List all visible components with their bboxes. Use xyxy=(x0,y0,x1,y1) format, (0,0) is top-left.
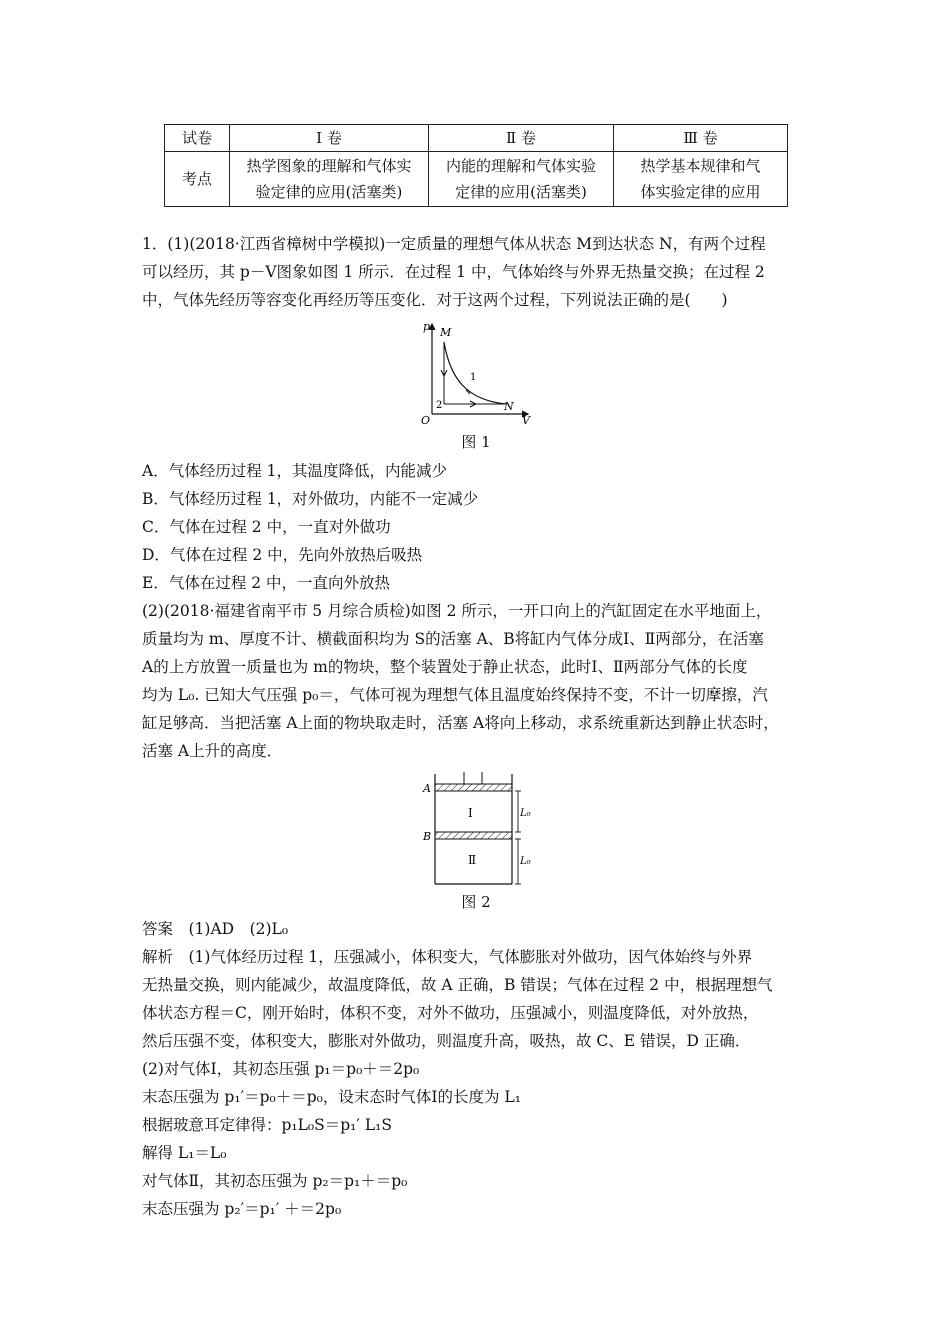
analysis-line: 对气体Ⅱ，其初态压强为 p₂＝p₁＋＝p₀ xyxy=(142,1172,408,1190)
option-e: E．气体在过程 2 中，一直向外放热 xyxy=(142,574,391,592)
state-m-label: M xyxy=(440,326,452,339)
analysis-line: 无热量交换，则内能减少，故温度降低，故 A 正确，B 错误；气体在过程 2 中，根据理想气 xyxy=(142,976,773,994)
table-cell xyxy=(429,152,614,207)
figure-2-caption: 图 2 xyxy=(461,893,491,911)
analysis-line: 根据玻意耳定律得：p₁L₀S＝p₁′ L₁S xyxy=(142,1116,392,1134)
table-row-label: 考点 xyxy=(165,152,230,207)
option-d: D．气体在过程 2 中，先向外放热后吸热 xyxy=(142,546,423,564)
question-text-line: 中，气体先经历等容变化再经历等压变化．对于这两个过程，下列说法正确的是( ) xyxy=(142,291,728,309)
length-label-1: L₀ xyxy=(520,808,531,819)
analysis-line: (2)对气体Ⅰ，其初态压强 p₁＝p₀＋＝2p₀ xyxy=(142,1060,420,1078)
question-text-line: 活塞 A上升的高度． xyxy=(142,742,283,760)
question-text-line: A的上方放置一质量也为 m的物块，整个装置处于静止状态，此时Ⅰ、Ⅱ两部分气体的长度 xyxy=(142,658,748,676)
question-text-line: (2)(2018·福建省南平市 5 月综合质检)如图 2 所示，一开口向上的汽缸固定在水平地面上， xyxy=(142,602,772,620)
topic-table xyxy=(164,124,788,207)
p-axis-label: p xyxy=(423,320,431,333)
table-cell-line: 热学图象的理解和气体实 xyxy=(246,157,412,175)
piston-b xyxy=(435,832,512,839)
analysis-line: 末态压强为 p₂′＝p₁′ ＋＝2p₀ xyxy=(142,1200,342,1218)
process-2-label: 2 xyxy=(436,400,443,411)
question-text-line: 均为 L₀. 已知大气压强 p₀＝，气体可视为理想气体且温度始终保持不变，不计一切摩擦，汽 xyxy=(142,686,768,704)
table-header-cell: 试卷 xyxy=(165,125,230,152)
analysis-line: 体状态方程＝C，刚开始时，体积不变，对外不做功，压强减小，则温度降低，对外放热， xyxy=(142,1004,759,1022)
table-header-cell: Ⅰ 卷 xyxy=(230,125,429,152)
gas-i-label: Ⅰ xyxy=(468,806,473,820)
analysis-line: 末态压强为 p₁′＝p₀＋＝p₀，设末态时气体Ⅰ的长度为 L₁ xyxy=(142,1088,521,1106)
option-a: A．气体经历过程 1，其温度降低，内能减少 xyxy=(142,462,447,480)
figure-2-cylinder-diagram xyxy=(420,772,536,888)
table-cell-line: 体实验定律的应用 xyxy=(640,183,761,201)
option-c: C．气体在过程 2 中，一直对外做功 xyxy=(142,518,391,536)
table-cell-line: 验定律的应用(活塞类) xyxy=(255,183,403,201)
piston-b-label: B xyxy=(423,830,432,843)
state-n-label: N xyxy=(504,400,514,413)
option-b: B．气体经历过程 1，对外做功，内能不一定减少 xyxy=(142,490,479,508)
analysis-line: 解析 (1)气体经历过程 1，压强减小，体积变大，气体膨胀对外做功，因气体始终与外界 xyxy=(142,948,753,966)
answer-line: 答案 (1)AD (2)L₀ xyxy=(142,920,289,938)
piston-a-label: A xyxy=(423,782,431,795)
analysis-line: 解得 L₁＝L₀ xyxy=(142,1144,227,1162)
process-1-label: 1 xyxy=(470,372,477,383)
piston-a xyxy=(435,784,512,791)
question-text-line: 可以经历，其 p－V图象如图 1 所示．在过程 1 中，气体始终与外界无热量交换；在过程 2 xyxy=(142,263,765,281)
question-text-line: 缸足够高．当把活塞 A上面的物块取走时，活塞 A将向上移动，求系统重新达到静止状态时， xyxy=(142,714,779,732)
table-cell xyxy=(230,152,429,207)
figure-1-pv-diagram xyxy=(418,318,538,428)
gas-ii-label: Ⅱ xyxy=(468,853,477,867)
table-cell-line: 内能的理解和气体实验 xyxy=(445,157,596,175)
table-cell-line: 热学基本规律和气 xyxy=(640,157,761,175)
origin-label: O xyxy=(421,414,431,427)
table-cell xyxy=(614,152,788,207)
weight-block xyxy=(464,772,482,784)
figure-1-caption: 图 1 xyxy=(461,433,491,451)
v-axis-label: V xyxy=(522,414,530,427)
length-label-2: L₀ xyxy=(520,856,531,867)
question-text-line: 1．(1)(2018·江西省樟树中学模拟)一定质量的理想气体从状态 M到达状态 N，有两个过程 xyxy=(142,235,766,253)
table-header-cell: Ⅲ 卷 xyxy=(614,125,788,152)
table-header-cell: Ⅱ 卷 xyxy=(429,125,614,152)
table-header-row xyxy=(165,125,788,152)
table-cell-line: 定律的应用(活塞类) xyxy=(455,183,587,201)
question-text-line: 质量均为 m、厚度不计、横截面积均为 S的活塞 A、B将缸内气体分成Ⅰ、Ⅱ两部分，在活塞 xyxy=(142,630,764,648)
analysis-line: 然后压强不变，体积变大，膨胀对外做功，则温度升高，吸热，故 C、E 错误，D 正确． xyxy=(142,1032,751,1050)
table-row xyxy=(165,152,788,207)
